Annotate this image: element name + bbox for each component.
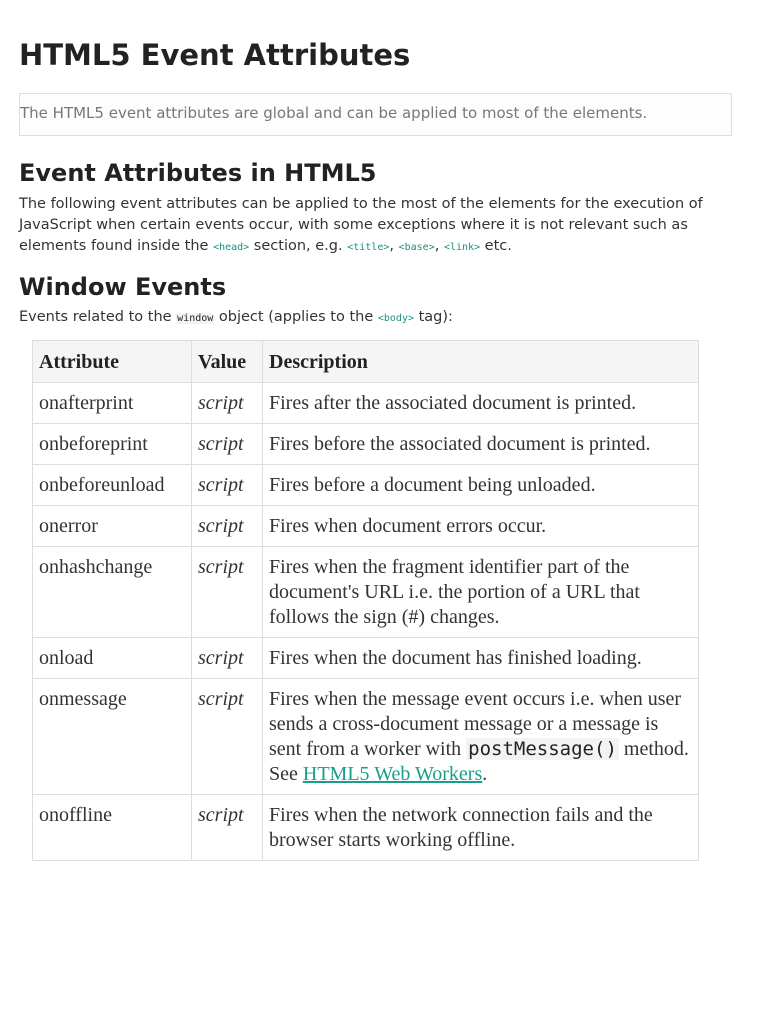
table-row (33, 465, 699, 506)
info-note-text: The HTML5 event attributes are global and can be applied to most of the elements. (20, 104, 648, 122)
attribute-cell: onmessage (33, 679, 192, 795)
section-heading-event-attributes: Event Attributes in HTML5 (19, 159, 377, 187)
table-row (33, 638, 699, 679)
value-cell: script (192, 465, 263, 506)
table-row (33, 506, 699, 547)
table-row (33, 547, 699, 638)
table-row (33, 679, 699, 795)
value-cell: script (192, 506, 263, 547)
paragraph-text: etc. (480, 238, 512, 254)
description-cell: Fires when the fragment identifier part of the document's URL i.e. the portion of a URL that follows the sign (#) changes. (263, 547, 699, 638)
code-title-tag: <title> (347, 242, 390, 253)
info-note (19, 93, 732, 136)
separator: , (434, 238, 444, 254)
column-header-value: Value (192, 341, 263, 383)
value-cell: script (192, 383, 263, 424)
page-title: HTML5 Event Attributes (19, 38, 411, 72)
code-head-tag: <head> (213, 242, 250, 253)
description-text: . (482, 763, 488, 785)
value-cell: script (192, 679, 263, 795)
section-paragraph-window-events (19, 307, 749, 329)
description-cell: Fires when the document has finished loading. (263, 638, 699, 679)
description-cell: Fires before the associated document is printed. (263, 424, 699, 465)
value-cell: script (192, 547, 263, 638)
html5-web-workers-link[interactable]: HTML5 Web Workers (302, 763, 483, 785)
description-cell (263, 679, 699, 795)
attribute-cell: onbeforeunload (33, 465, 192, 506)
value-cell: script (192, 795, 263, 861)
description-cell: Fires when document errors occur. (263, 506, 699, 547)
description-text: Fires when the message event occurs i.e. when user sends a cross-document message or a message is sent from a worker with (269, 688, 682, 760)
description-cell: Fires after the associated document is printed. (263, 383, 699, 424)
column-header-attribute: Attribute (33, 341, 192, 383)
description-text: method. See (269, 738, 689, 785)
attribute-cell: onbeforeprint (33, 424, 192, 465)
paragraph-text: object (applies to the (214, 309, 378, 325)
code-postmessage: postMessage() (468, 738, 617, 760)
attribute-cell: onoffline (33, 795, 192, 861)
column-header-description: Description (263, 341, 699, 383)
description-cell: Fires when the network connection fails and the browser starts working offline. (263, 795, 699, 861)
description-cell: Fires before a document being unloaded. (263, 465, 699, 506)
table-row (33, 795, 699, 861)
article (0, 0, 768, 329)
code-body-tag: <body> (377, 313, 414, 324)
section-heading-window-events: Window Events (19, 273, 227, 301)
paragraph-text: tag): (414, 309, 453, 325)
window-events-table (32, 340, 699, 861)
table-row (33, 424, 699, 465)
code-link-tag: <link> (443, 242, 481, 253)
section-paragraph-event-attributes (19, 194, 749, 258)
code-base-tag: <base> (398, 242, 435, 253)
table-row (33, 383, 699, 424)
code-window-word: window (177, 313, 214, 324)
paragraph-text: Events related to the (19, 309, 177, 325)
value-cell: script (192, 424, 263, 465)
paragraph-text: The following event attributes can be applied to the most of the elements for the execution of JavaScript when certain events occur, with some exceptions where it is not relevant such as elements found inside the (19, 196, 703, 254)
separator: , (389, 238, 399, 254)
attribute-cell: onerror (33, 506, 192, 547)
attribute-cell: onafterprint (33, 383, 192, 424)
value-cell: script (192, 638, 263, 679)
table-header-row (33, 341, 699, 383)
attribute-cell: onload (33, 638, 192, 679)
paragraph-text: section, e.g. (249, 238, 348, 254)
attribute-cell: onhashchange (33, 547, 192, 638)
